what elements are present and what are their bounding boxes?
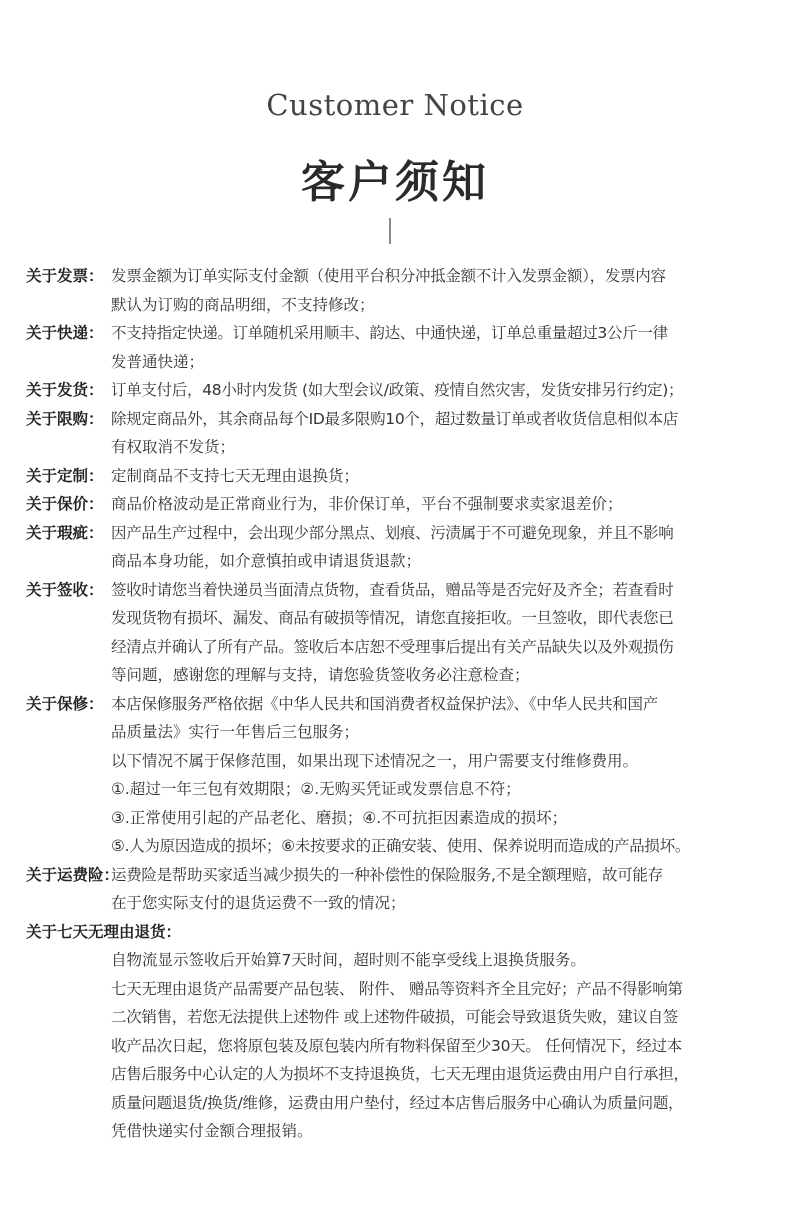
notice-customization — [26, 462, 774, 491]
notice-line: 发普通快递； — [111, 352, 205, 371]
notice-list — [26, 262, 774, 1146]
notice-label: 关于保价： — [26, 495, 104, 513]
notice-line: ③.正常使用引起的产品老化、磨损；④.不可抗拒因素造成的损坏； — [111, 808, 568, 827]
notice-body — [26, 576, 774, 690]
title-english: Customer Notice — [266, 88, 524, 122]
notice-line: 签收时请您当着快递员当面清点货物，查看货品，赠品等是否完好及齐全；若查看时 — [111, 580, 674, 599]
notice-body — [26, 490, 774, 519]
notice-line: 收产品次日起，您将原包装及原包装内所有物料保留至少30天。 任何情况下，经过本 — [111, 1036, 682, 1055]
notice-body — [26, 462, 774, 491]
title-chinese: 客户须知 — [301, 157, 489, 208]
notice-body — [26, 262, 774, 319]
notice-line: 商品价格波动是正常商业行为，非价保订单，平台不强制要求卖家退差价； — [111, 495, 623, 513]
notice-invoice — [26, 262, 774, 319]
notice-label: 关于签收： — [26, 580, 104, 599]
notice-line: 以下情况不属于保修范围，如果出现下述情况之一，用户需要支付维修费用。 — [111, 751, 639, 770]
notice-line: 有权取消不发货； — [111, 438, 236, 456]
notice-warranty — [26, 690, 774, 861]
notice-body — [26, 319, 774, 376]
notice-label: 关于运费险： — [26, 865, 120, 884]
notice-label: 关于七天无理由退货： — [26, 922, 182, 941]
notice-line: 本店保修服务严格依据《中华人民共和国消费者权益保护法》、《中华人民共和国产 — [111, 694, 658, 713]
notice-line: 品质量法》实行一年售后三包服务； — [111, 723, 360, 741]
notice-line: 凭借快递实付金额合理报销。 — [111, 1122, 313, 1140]
notice-body — [26, 405, 774, 462]
notice-line: 定制商品不支持七天无理由退换货； — [111, 466, 360, 485]
notice-receipt — [26, 576, 774, 690]
notice-line: ⑤.人为原因造成的损坏；⑥未按要求的正确安装、使用、保养说明而造成的产品损坏。 — [111, 837, 691, 855]
notice-line: 商品本身功能，如介意慎拍或申请退货退款； — [111, 552, 422, 570]
notice-purchase-limit — [26, 405, 774, 462]
notice-label: 关于发货： — [26, 381, 104, 399]
notice-line: 店售后服务中心认定的人为损坏不支持退换货，七天无理由退货运费由用户自行承担， — [111, 1065, 689, 1083]
notice-line: 在于您实际支付的退货运费不一致的情况； — [111, 894, 406, 912]
notice-seven-day-return — [26, 918, 774, 1146]
notice-price-protection — [26, 490, 774, 519]
notice-body — [26, 946, 774, 1146]
notice-body — [26, 519, 774, 576]
notice-label: 关于限购： — [26, 409, 104, 428]
notice-line: 七天无理由退货产品需要产品包装、 附件、 赠品等资料齐全且完好；产品不得影响第 — [111, 979, 683, 998]
notice-line: 发现货物有损坏、漏发、商品有破损等情况，请您直接拒收。一旦签收，即代表您已 — [111, 609, 674, 627]
notice-body — [26, 861, 774, 918]
notice-shipping — [26, 376, 774, 405]
notice-label: 关于保修： — [26, 694, 104, 713]
notice-line: 等问题，感谢您的理解与支持，请您验货签收务必注意检查； — [111, 666, 530, 684]
notice-label: 关于定制： — [26, 466, 104, 485]
notice-body — [26, 376, 774, 405]
notice-line: 因产品生产过程中，会出现少部分黑点、划痕、污渍属于不可避免现象，并且不影响 — [111, 523, 674, 542]
notice-line: 发票金额为订单实际支付金额（使用平台积分冲抵金额不计入发票金额），发票内容 — [111, 267, 666, 285]
notice-line: 经清点并确认了所有产品。签收后本店恕不受理事后提出有关产品缺失以及外观损伤 — [111, 637, 674, 656]
notice-line: 订单支付后，48小时内发货 (如大型会议/政策、疫情自然灾害，发货安排另行约定)； — [111, 381, 684, 399]
notice-line: 运费险是帮助买家适当减少损失的一种补偿性的保险服务,不是全额理赔，故可能存 — [111, 865, 663, 884]
notice-defects — [26, 519, 774, 576]
notice-body — [26, 690, 774, 861]
notice-line: ①.超过一年三包有效期限；②.无购买凭证或发票信息不符； — [111, 780, 521, 798]
notice-line: 默认为订购的商品明细，不支持修改； — [111, 295, 375, 314]
notice-label: 关于快递： — [26, 324, 104, 342]
notice-line: 二次销售，若您无法提供上述物件 或上述物件破损，可能会导致退货失败，建议自签 — [111, 1008, 679, 1026]
notice-line: 质量问题退货/换货/维修，运费由用户垫付，经过本店售后服务中心确认为质量问题， — [111, 1093, 684, 1112]
notice-line: 不支持指定快递。订单随机采用顺丰、韵达、中通快递，订单总重量超过3公斤一律 — [111, 324, 668, 342]
notice-delivery — [26, 319, 774, 376]
notice-label: 关于瑕疵： — [26, 523, 104, 542]
divider — [389, 218, 391, 244]
notice-shipping-insurance — [26, 861, 774, 918]
notice-line: 自物流显示签收后开始算7天时间，超时则不能享受线上退换货服务。 — [111, 951, 586, 969]
notice-label: 关于发票： — [26, 267, 104, 285]
notice-line: 除规定商品外，其余商品每个ID最多限购10个，超过数量订单或者收货信息相似本店 — [111, 409, 679, 428]
